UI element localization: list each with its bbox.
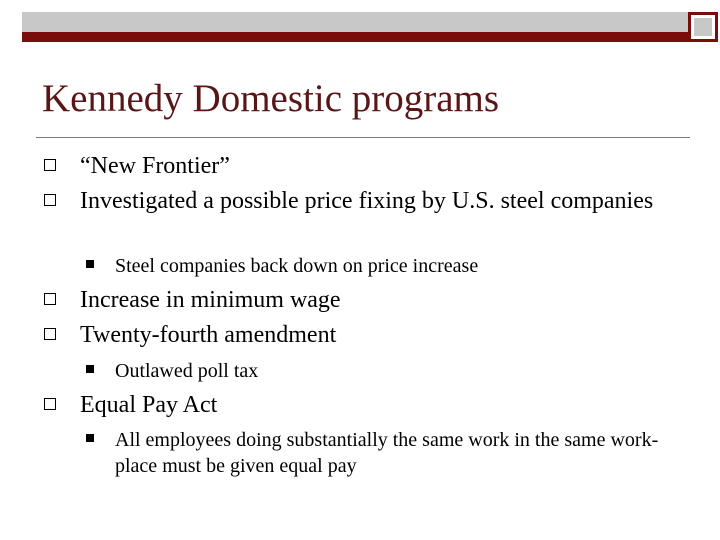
slide-title: Kennedy Domestic programs (42, 77, 500, 120)
filled-square-bullet-icon (86, 260, 94, 268)
sub-bullet-text: All employees doing substantially the same work in the same work-place must be given equal pay (115, 429, 659, 477)
hollow-square-bullet-icon (44, 398, 56, 410)
hollow-square-bullet-icon (44, 159, 56, 171)
bullet-text: Investigated a possible price fixing by U.S. steel companies (80, 188, 654, 214)
hollow-square-bullet-icon (44, 194, 56, 206)
bullet-text: Equal Pay Act (80, 392, 218, 418)
bullet-text: “New Frontier” (80, 153, 230, 179)
filled-square-bullet-icon (86, 365, 94, 373)
sub-bullet-text: Steel companies back down on price increase (115, 255, 479, 277)
hollow-square-bullet-icon (44, 293, 56, 305)
hollow-square-bullet-icon (44, 328, 56, 340)
sub-bullet-text: Outlawed poll tax (115, 360, 259, 382)
bullet-text: Increase in minimum wage (80, 287, 341, 313)
bullet-text: Twenty-fourth amendment (80, 322, 337, 348)
filled-square-bullet-icon (86, 434, 94, 442)
